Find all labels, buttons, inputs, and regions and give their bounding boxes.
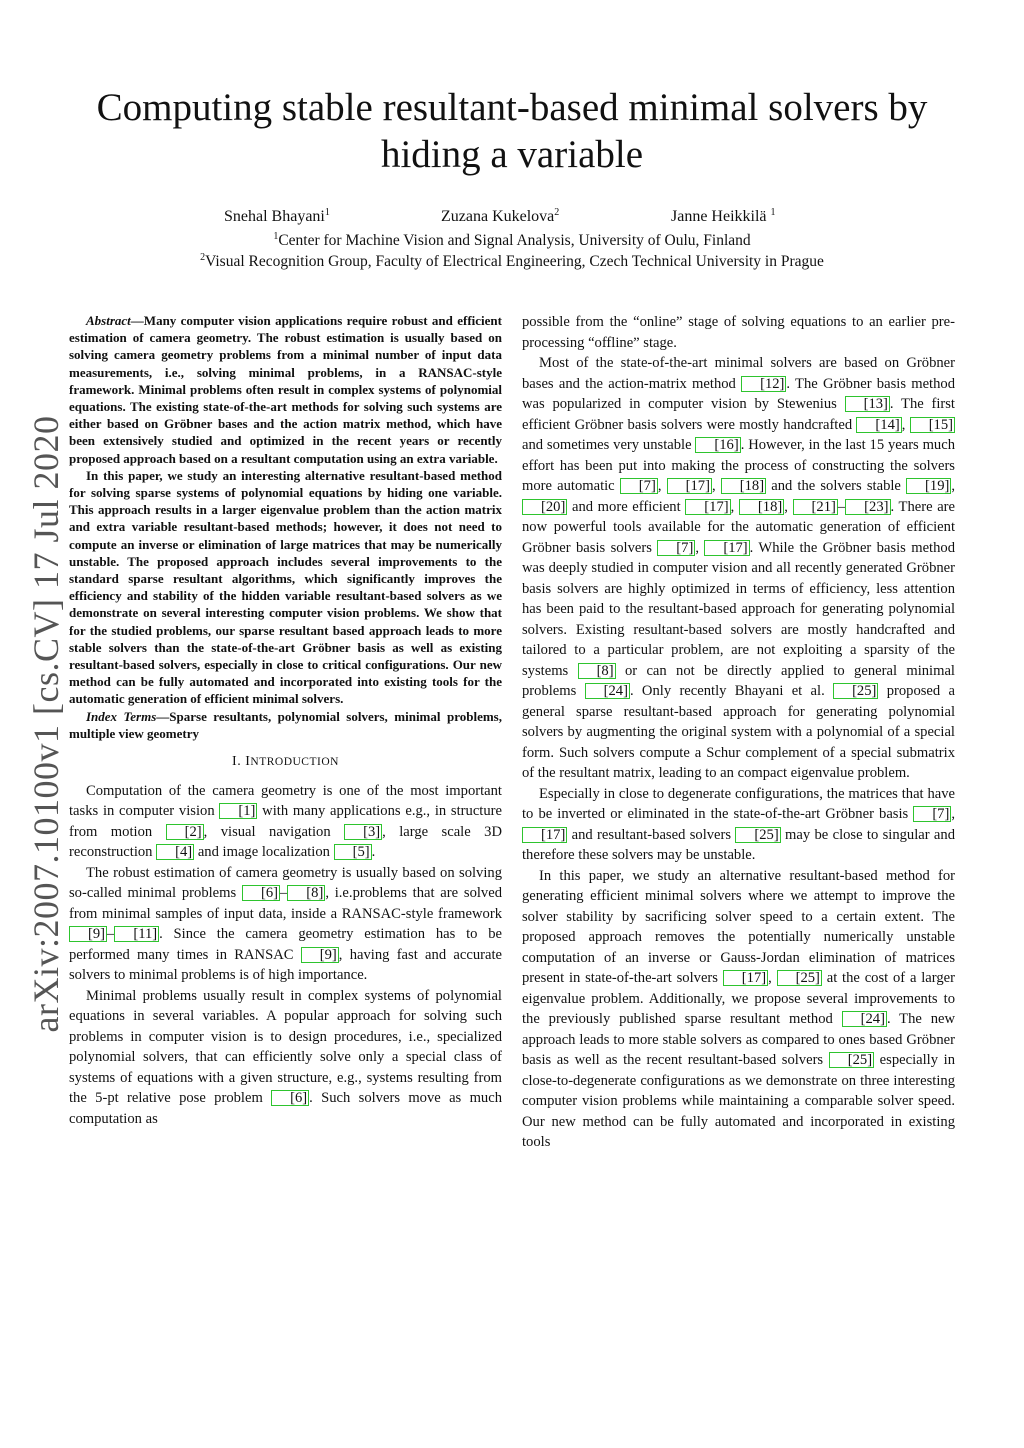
citation-link[interactable]: [15] xyxy=(910,417,955,433)
text-run: , xyxy=(695,539,705,556)
text-run: or can not be directly applied to general minimal problems xyxy=(522,662,955,699)
text-run: In this paper, we study an alternative resultant-based method for generating efficient minimal solvers where we attempt to improve the solver stability by sacrificing solver speed to a certain extent. The proposed approach removes the potentially numerically unstable computation of an inverse or Gauss-Jordan elimination of matrices present in state-of-the-art solvers xyxy=(522,867,955,986)
citation-link[interactable]: [9] xyxy=(69,926,107,942)
text-run: Computation of the camera geometry is one of the most important tasks in computer vision xyxy=(69,782,502,820)
paper-title: Computing stable resultant-based minimal solvers by hiding a variable xyxy=(96,86,928,176)
text-run: and image localization xyxy=(194,844,334,861)
citation-link[interactable]: [19] xyxy=(906,478,951,494)
paragraph-continued: possible from the “online” stage of solving equations to an earlier pre-processing “offline” stage. xyxy=(522,314,955,351)
right-column xyxy=(522,312,955,1153)
citation-link[interactable]: [7] xyxy=(620,478,658,494)
abstract-paragraph-1 xyxy=(69,312,502,467)
citation-link[interactable]: [17] xyxy=(667,478,712,494)
text-run: – xyxy=(107,926,115,943)
citation-link[interactable]: [25] xyxy=(777,970,822,986)
author-list xyxy=(60,207,964,231)
text-run: and resultant-based solvers xyxy=(567,826,736,843)
text-run: and the solvers stable xyxy=(766,478,907,494)
citation-link[interactable]: [4] xyxy=(156,844,194,860)
text-run: and sometimes very unstable xyxy=(522,437,696,453)
text-run: . The Gröbner basis method was popularized in computer vision by Stewenius xyxy=(522,375,956,412)
author-2: Zuzana Kukelova$^2$ xyxy=(441,207,560,225)
citation-link[interactable]: [18] xyxy=(721,478,766,494)
text-run: . There are now powerful tools available for the automatic generation of efficient Gröbner basis solvers xyxy=(522,498,956,556)
citation-link[interactable]: [16] xyxy=(695,437,740,453)
paragraph-degenerate xyxy=(522,784,955,866)
text-run: , xyxy=(784,498,793,515)
citation-link[interactable]: [21] xyxy=(793,499,838,515)
text-run: and more efficient xyxy=(567,498,686,515)
citation-link[interactable]: [17] xyxy=(704,540,749,556)
citation-link[interactable]: [14] xyxy=(856,417,901,433)
citation-link[interactable]: [7] xyxy=(657,540,695,556)
citation-link[interactable]: [24] xyxy=(842,1011,887,1027)
text-run: , large scale 3D reconstruction xyxy=(69,823,502,861)
intro-paragraph-1 xyxy=(69,781,502,863)
citation-link[interactable]: [17] xyxy=(685,499,730,515)
text-run: . The first efficient Gröbner basis solvers were mostly handcrafted xyxy=(522,396,955,433)
author-1: Snehal Bhayani$^1$ xyxy=(224,207,330,225)
text-run: Most of the state-of-the-art minimal solvers are based on Gröbner bases and the action-matrix method xyxy=(522,355,955,392)
citation-link[interactable]: [8] xyxy=(287,885,325,901)
text-run: Index Terms xyxy=(86,708,157,724)
text-run: —Many computer vision applications require robust and efficient estimation of camera geometry. The robust estimation is usually based on solving camera geometry problems from a minimal number of input data measurements, i.e., solving minimal problems, in a RANSAC-style framework. Minimal problems often result in complex systems of polynomial equations. The existing state-of-the-art methods for solving such systems are either based on Gröbner bases and the action matrix method, which have been extensively studied and optimized in the recent years or recently proposed approach based on a resultant computation using an extra variable. xyxy=(69,313,502,466)
paragraph-groebner xyxy=(522,353,955,784)
text-run: , xyxy=(657,478,667,494)
citation-link[interactable]: [7] xyxy=(913,806,951,822)
text-run: – xyxy=(837,498,846,515)
intro-paragraph-2 xyxy=(69,863,502,986)
text-run: , xyxy=(951,478,956,494)
paragraph-contribution xyxy=(522,866,955,1153)
text-run: , xyxy=(711,478,721,494)
text-run: . The new approach leads to more stable solvers as compared to ones based Gröbner basis as well as the recent resultant-based solvers xyxy=(522,1011,956,1068)
citation-link[interactable]: [6] xyxy=(242,885,280,901)
citation-link[interactable]: [18] xyxy=(739,499,784,515)
section-heading-introduction: I. INTRODUCTION xyxy=(232,754,339,770)
text-run: Minimal problems usually result in complex systems of polynomial equations in several variables. A popular approach for solving such problems in computer vision is to design procedures, i.e., specialized polynomial solvers, that can efficiently solve only a special class of systems of equations with a given structure, e.g., systems resulting from the 5-pt relative pose problem xyxy=(69,987,502,1107)
citation-link[interactable]: [25] xyxy=(829,1052,874,1068)
intro-paragraph-3 xyxy=(69,986,502,1130)
text-run: , xyxy=(730,498,739,515)
text-run: – xyxy=(279,885,288,902)
citation-link[interactable]: [1] xyxy=(219,803,257,819)
text-run: Especially in close to degenerate configurations, the matrices that have to be inverted or eliminated in the state-of-the-art Gröbner basis xyxy=(522,785,955,822)
citation-link[interactable]: [13] xyxy=(845,396,890,412)
citation-link[interactable]: [3] xyxy=(344,824,382,840)
author-3: Janne Heikkilä $^1$ xyxy=(671,207,776,225)
text-run: . Since the camera geometry estimation has to be performed many times in RANSAC xyxy=(69,926,502,963)
citation-link[interactable]: [17] xyxy=(723,970,768,986)
citation-link[interactable]: [23] xyxy=(845,499,890,515)
citation-link[interactable]: [9] xyxy=(301,947,339,963)
text-run: . xyxy=(371,844,376,861)
text-run: with many applications e.g., in structure from motion xyxy=(69,803,502,840)
left-column xyxy=(69,312,502,1129)
text-run: The robust estimation of camera geometry is usually based on solving so-called minimal problems xyxy=(69,864,502,902)
citation-link[interactable]: [17] xyxy=(522,827,567,843)
citation-link[interactable]: [8] xyxy=(578,663,616,679)
citation-link[interactable]: [25] xyxy=(833,683,878,699)
text-run: Abstract xyxy=(86,313,131,328)
abstract xyxy=(69,312,502,742)
text-run: may be close to singular and therefore these solvers may be unstable. xyxy=(522,826,955,863)
citation-link[interactable]: [5] xyxy=(334,844,372,860)
text-run: . While the Gröbner basis method was deeply studied in computer vision and all recently generated Gröbner basis solvers are highly optimized in terms of efficiency, less attention has been paid to the resultant-based approach for generating polynomial solvers. Existing resultant-based solvers are mostly handcrafted and tailored to a particular problem, are not exploiting a sparsity of the systems xyxy=(522,539,956,679)
citation-link[interactable]: [6] xyxy=(271,1090,309,1106)
arxiv-stamp: arXiv:2007.10100v1 [cs.CV] 17 Jul 2020 xyxy=(26,415,66,1033)
citation-link[interactable]: [25] xyxy=(735,827,780,843)
citation-link[interactable]: [24] xyxy=(585,683,630,699)
text-run: , having fast and accurate solvers to minimal problems is of high importance. xyxy=(69,946,502,984)
index-terms xyxy=(69,708,502,742)
text-run: . However, in the last 15 years much effort has been put into making the process of constructing the solvers more automatic xyxy=(522,437,955,494)
text-run: , xyxy=(901,416,910,433)
text-run: , xyxy=(951,806,955,822)
text-run: , i.e.problems that are solved from minimal samples of input data, inside a RANSAC-style framework xyxy=(69,885,502,922)
citation-link[interactable]: [11] xyxy=(114,926,159,942)
abstract-paragraph-2: In this paper, we study an interesting alternative resultant-based method for solving sparse systems of polynomial equations by hiding one variable. This approach results in a larger eigenvalue problem than the action matrix and extra variable resultant-based methods; however, it does not need to compute an inverse or elimination of large matrices that may be numerically unstable. The proposed approach includes several improvements to the standard sparse resultant algorithms, which significantly improves the efficiency and stability of the hidden variable resultant-based solvers as we demonstrate on several interesting computer vision problems. We show that for the studied problems, our sparse resultant based approach leads to more stable solvers than the state-of-the-art Gröbner basis as well as existing resultant-based solvers, especially in close to critical configurations. Our new method can be fully automated and incorporated into existing tools for the automatic generation of efficient minimal solvers. xyxy=(69,467,502,707)
text-run: , xyxy=(768,970,777,986)
text-run: —Sparse resultants, polynomial solvers, minimal problems, multiple view geometry xyxy=(69,708,502,741)
affiliation-2: $^2$Visual Recognition Group, Faculty of Electrical Engineering, Czech Technical University in Prague xyxy=(200,252,824,270)
text-run: proposed a general sparse resultant-based approach for generating polynomial solvers by augmenting the original system with a polynomial of a special form. Such solvers compute a Schur complement of a special submatrix of the resultant matrix, leading to an compact eigenvalue problem. xyxy=(522,683,956,781)
citation-link[interactable]: [12] xyxy=(741,376,786,392)
text-run: at the cost of a larger eigenvalue problem. Additionally, we propose several improvements to the previously published sparse resultant method xyxy=(522,970,956,1027)
text-run: , visual navigation xyxy=(203,823,345,840)
text-run: especially in close-to-degenerate configurations as we demonstrate on three interesting computer vision problems while maintaining a comparable solver speed. Our new method can be fully automated and incorporated in existing tools xyxy=(522,1052,955,1150)
citation-link[interactable]: [2] xyxy=(166,824,204,840)
citation-link[interactable]: [20] xyxy=(522,499,567,515)
text-run: . Such solvers move as much computation as xyxy=(69,1090,502,1127)
text-run: . Only recently Bhayani et al. xyxy=(629,683,834,699)
affiliation-1: $^1$Center for Machine Vision and Signal Analysis, University of Oulu, Finland xyxy=(273,231,751,249)
